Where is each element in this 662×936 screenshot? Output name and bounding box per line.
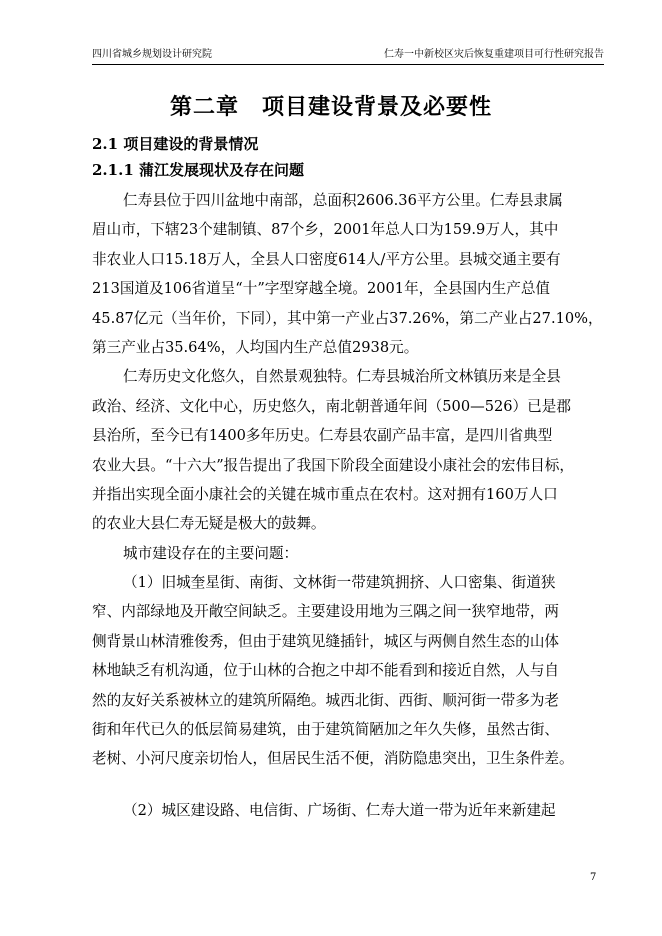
text-line: （1）旧城奎星街、南街、文林街一带建筑拥挤、人口密集、街道狭 [123, 574, 556, 592]
text-line: 老树、小河尺度亲切怡人，但居民生活不便，消防隐患突出，卫生条件差。 [92, 750, 574, 768]
text-line: 眉山市，下辖23个建制镇、87个乡，2001年总人口为159.9万人，其中 [92, 221, 559, 239]
text-line: 并指出实现全面小康社会的关键在城市重点在农村。这对拥有160万人口 [92, 485, 558, 503]
text-line: 侧背景山林清雅俊秀，但由于建筑见缝插针，城区与两侧自然生态的山体 [92, 632, 560, 650]
body-text [92, 186, 617, 825]
text-line: 城市建设存在的主要问题： [123, 544, 299, 562]
text-line: （2）城区建设路、电信街、广场街、仁寿大道一带为近年来新建起 [123, 801, 556, 819]
text-line: 窄、内部绿地及开敞空间缺乏。主要建设用地为三隅之间一狭窄地带，两 [92, 603, 560, 621]
text-line: 的农业大县仁寿无疑是极大的鼓舞。 [92, 515, 326, 533]
text-line: 然的友好关系被林立的建筑所隔绝。城西北街、西街、顺河街一带多为老 [92, 691, 560, 709]
text-line: 45.87亿元（当年价，下同），其中第一产业占37.26%，第二产业占27.10%， [92, 309, 603, 327]
text-line: 213国道及106省道呈“十”字型穿越全境。2001年，全县国内生产总值 [92, 280, 551, 298]
header-report-title: 仁寿一中新校区灾后恢复重建项目可行性研究报告 [384, 49, 604, 60]
text-line: 农业大县。“十六大”报告提出了我国下阶段全面建设小康社会的宏伟目标， [92, 456, 574, 474]
text-line: 非农业人口15.18万人，全县人口密度614人/平方公里。县城交通主要有 [92, 250, 561, 268]
text-line: 仁寿历史文化悠久，自然景观独特。仁寿县城治所文林镇历来是全县 [123, 368, 561, 386]
text-line: 街和年代已久的低层简易建筑，由于建筑简陋加之年久失修，虽然古街、 [92, 721, 560, 739]
text-line: 县治所，至今已有1400多年历史。仁寿县农副产品丰富，是四川省典型 [92, 427, 553, 445]
header-organization: 四川省城乡规划设计研究院 [92, 49, 212, 60]
running-header [92, 48, 604, 64]
text-line: 林地缺乏有机沟通，位于山林的合抱之中却不能看到和接近自然，人与自 [92, 662, 560, 680]
section-heading: 2.1 项目建设的背景情况 [92, 135, 259, 153]
chapter-title: 第二章 项目建设背景及必要性 [169, 94, 492, 120]
text-line: 政治、经济、文化中心，历史悠久，南北朝普通年间（500—526）已是郡 [92, 397, 571, 415]
text-line: 第三产业占35.64%，人均国内生产总值2938元。 [92, 338, 419, 356]
text-line: 仁寿县位于四川盆地中南部，总面积2606.36平方公里。仁寿县隶属 [123, 192, 563, 209]
header-divider [92, 64, 604, 65]
page-number: 7 [590, 872, 597, 883]
paragraph-gap [92, 774, 617, 796]
subsection-heading: 2.1.1 蒲江发展现状及存在问题 [92, 161, 304, 179]
